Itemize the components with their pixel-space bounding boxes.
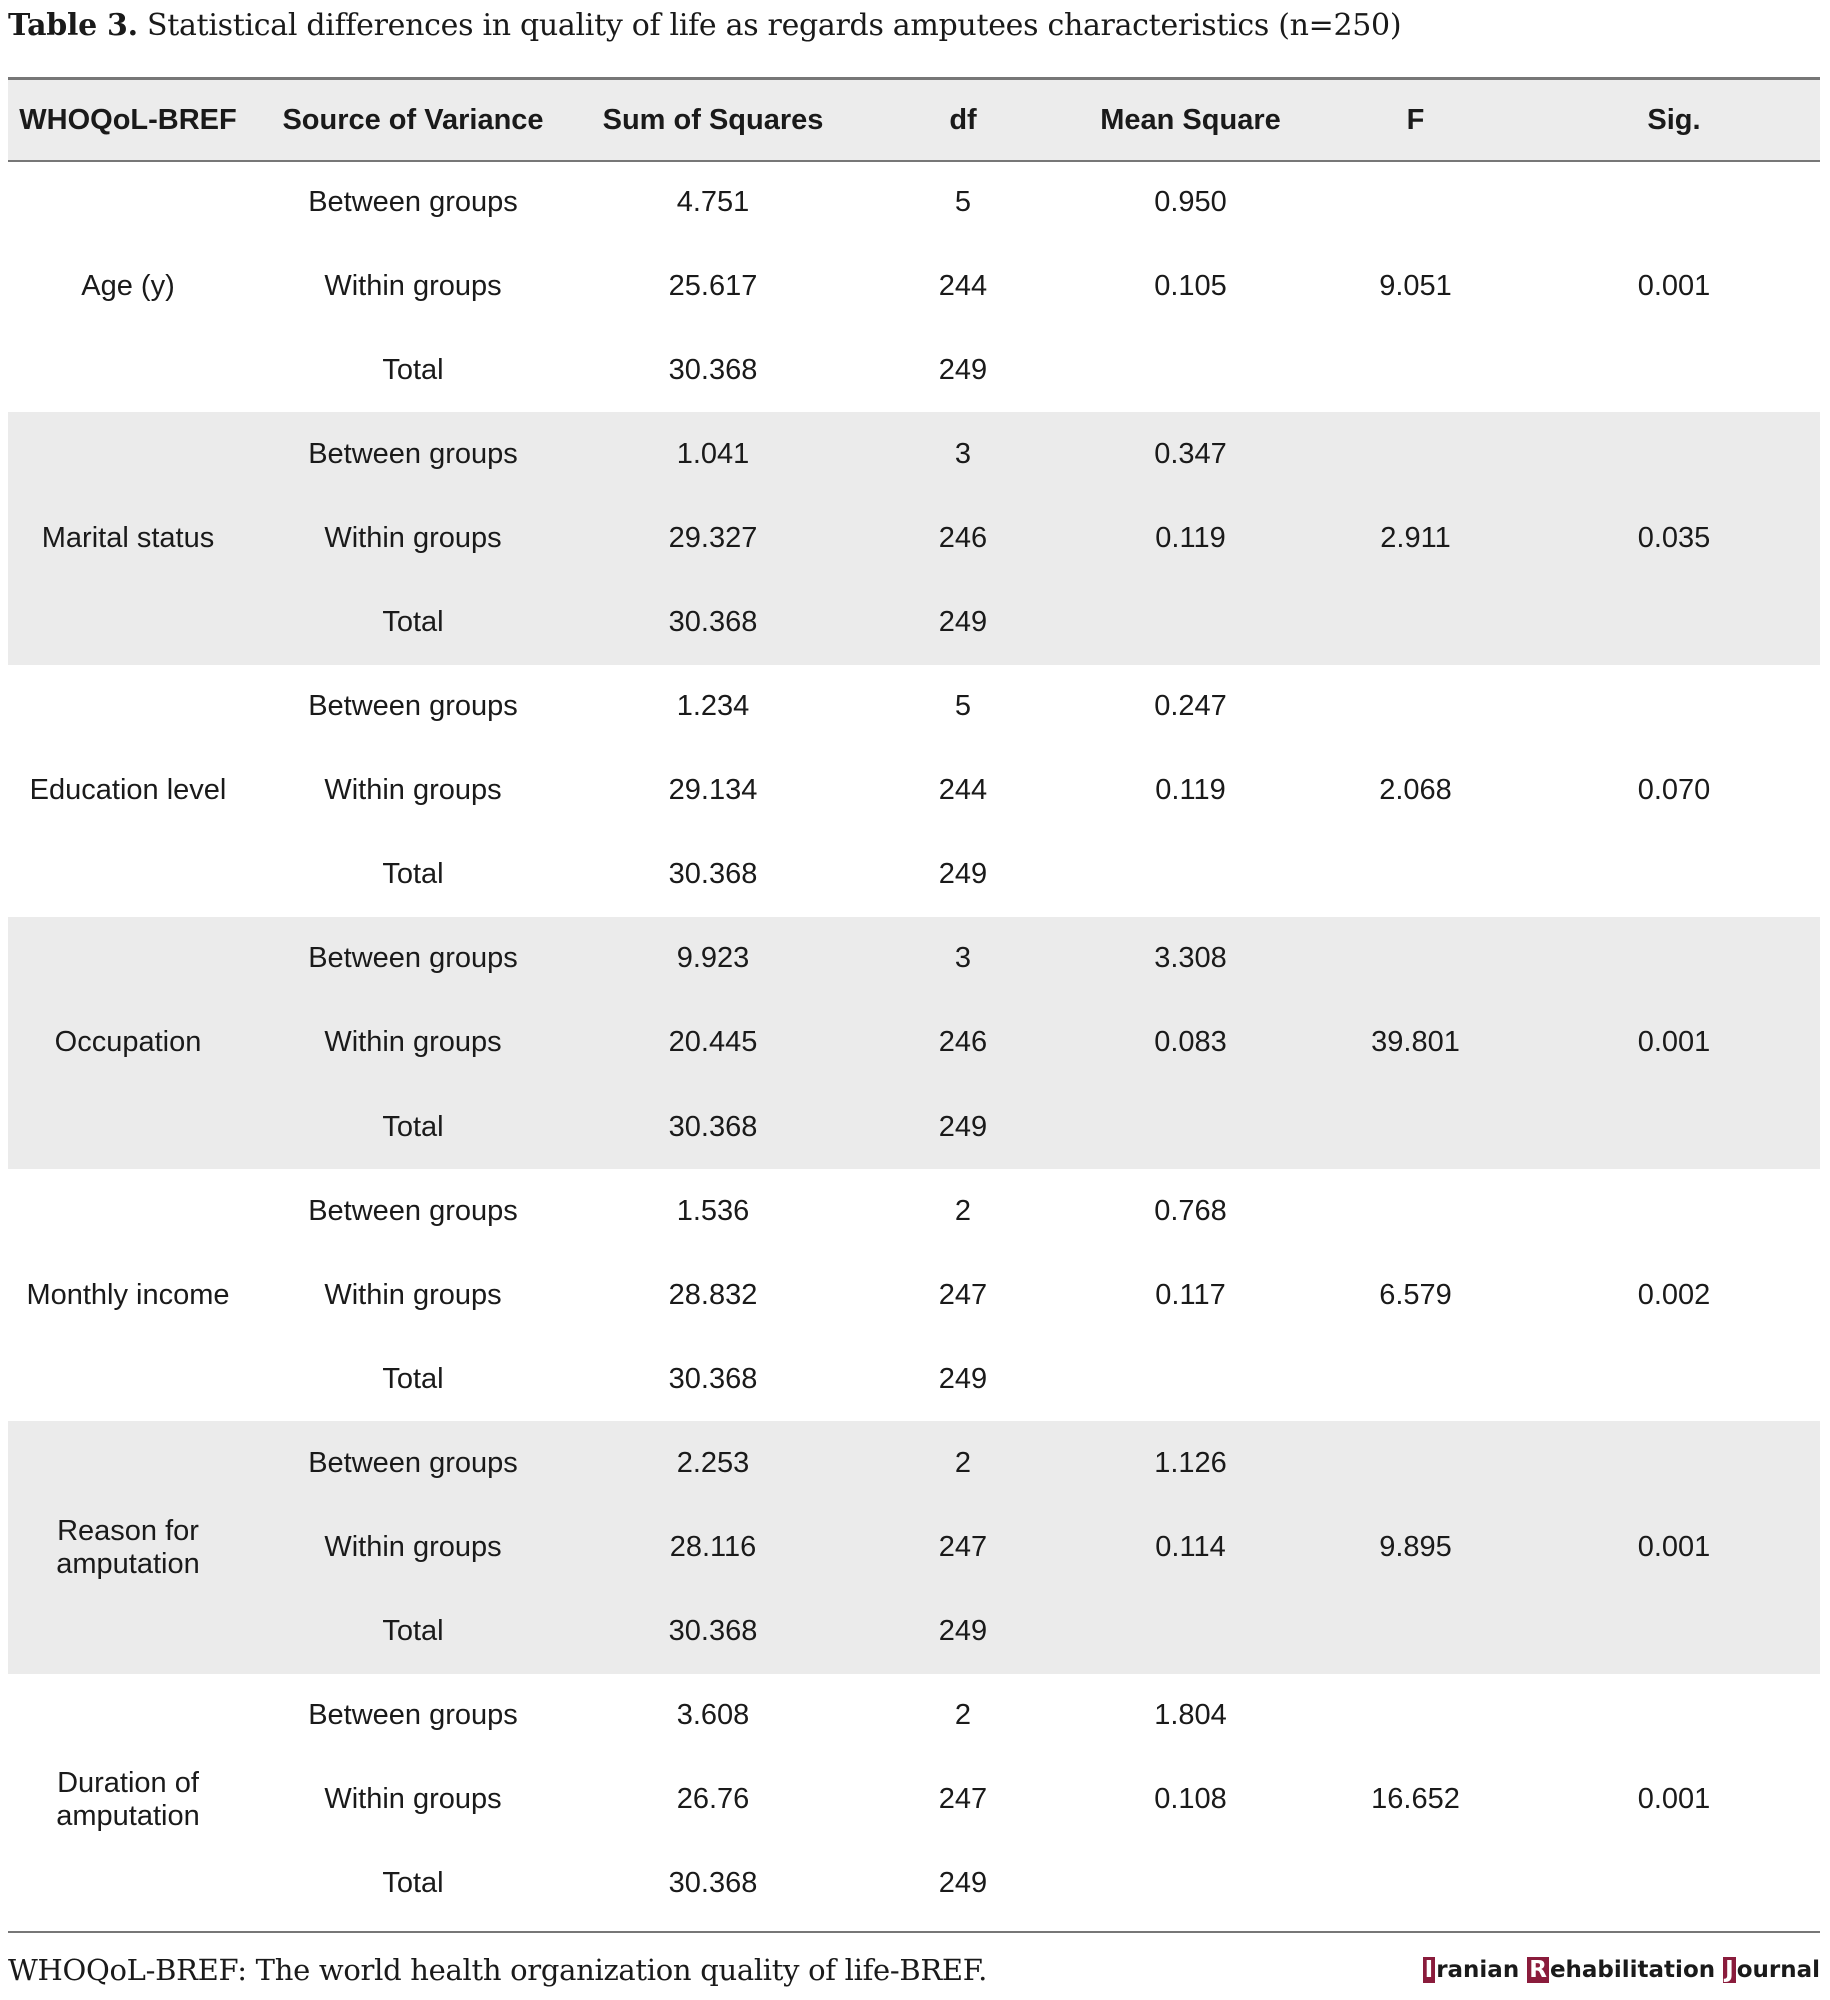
mean-square-cell: 0.950 <box>1078 160 1303 244</box>
f-value-cell: 39.801 <box>1303 917 1528 1169</box>
group-name-cell: Education level <box>8 665 248 917</box>
source-cell: Total <box>248 833 578 917</box>
mean-square-cell: 1.804 <box>1078 1674 1303 1758</box>
table-header-row <box>8 80 1820 160</box>
mean-square-cell: 0.347 <box>1078 412 1303 496</box>
source-cell: Between groups <box>248 1421 578 1505</box>
journal-logo-word-iranian <box>1423 1957 1520 1983</box>
sig-value-cell: 0.001 <box>1528 1674 1820 1926</box>
table-row <box>8 1674 1820 1758</box>
journal-logo <box>1423 1957 1820 1983</box>
anova-table <box>8 80 1820 1926</box>
mean-square-cell <box>1078 580 1303 664</box>
source-cell: Within groups <box>248 1001 578 1085</box>
sig-value-cell: 0.001 <box>1528 160 1820 412</box>
sum-of-squares-cell: 29.327 <box>578 496 848 580</box>
journal-logo-initial: R <box>1529 1957 1547 1983</box>
table-group <box>8 665 1820 917</box>
mean-square-cell: 0.247 <box>1078 665 1303 749</box>
journal-logo-word-rehabilitation <box>1527 1957 1715 1983</box>
mean-square-cell <box>1078 1590 1303 1674</box>
sum-of-squares-cell: 2.253 <box>578 1421 848 1505</box>
sum-of-squares-cell: 26.76 <box>578 1758 848 1842</box>
sum-of-squares-cell: 28.832 <box>578 1253 848 1337</box>
f-value-cell: 6.579 <box>1303 1169 1528 1421</box>
sum-of-squares-cell: 30.368 <box>578 1085 848 1169</box>
sum-of-squares-cell: 30.368 <box>578 580 848 664</box>
journal-logo-initial: J <box>1725 1957 1734 1983</box>
df-cell: 247 <box>848 1758 1078 1842</box>
table-row <box>8 412 1820 496</box>
sum-of-squares-cell: 29.134 <box>578 749 848 833</box>
df-cell: 2 <box>848 1169 1078 1253</box>
table-caption <box>8 2 1401 50</box>
sig-value-cell: 0.035 <box>1528 412 1820 664</box>
table-group <box>8 1421 1820 1673</box>
mean-square-cell: 3.308 <box>1078 917 1303 1001</box>
sum-of-squares-cell: 9.923 <box>578 917 848 1001</box>
table-caption-text: Statistical differences in quality of life as regards amputees characteristics (n=250) <box>146 8 1402 43</box>
sum-of-squares-cell: 28.116 <box>578 1506 848 1590</box>
df-cell: 246 <box>848 496 1078 580</box>
f-value-cell: 2.911 <box>1303 412 1528 664</box>
source-cell: Within groups <box>248 1506 578 1590</box>
mean-square-cell <box>1078 1337 1303 1421</box>
df-cell: 244 <box>848 244 1078 328</box>
mean-square-cell: 0.114 <box>1078 1506 1303 1590</box>
group-name-cell: Age (y) <box>8 160 248 412</box>
source-cell: Total <box>248 1085 578 1169</box>
f-value-cell: 9.051 <box>1303 160 1528 412</box>
table-group <box>8 412 1820 664</box>
column-header-sig: Sig. <box>1528 80 1820 160</box>
column-header-sum-of-squares: Sum of Squares <box>578 80 848 160</box>
mean-square-cell <box>1078 1085 1303 1169</box>
table-group <box>8 160 1820 412</box>
f-value-cell: 9.895 <box>1303 1421 1528 1673</box>
sum-of-squares-cell: 30.368 <box>578 1842 848 1926</box>
source-cell: Within groups <box>248 1758 578 1842</box>
source-cell: Between groups <box>248 1169 578 1253</box>
source-cell: Between groups <box>248 917 578 1001</box>
sig-value-cell: 0.001 <box>1528 917 1820 1169</box>
sum-of-squares-cell: 20.445 <box>578 1001 848 1085</box>
source-cell: Total <box>248 580 578 664</box>
mean-square-cell <box>1078 833 1303 917</box>
table-header-rule <box>8 160 1820 162</box>
mean-square-cell: 0.108 <box>1078 1758 1303 1842</box>
source-cell: Between groups <box>248 665 578 749</box>
df-cell: 247 <box>848 1506 1078 1590</box>
df-cell: 247 <box>848 1253 1078 1337</box>
sum-of-squares-cell: 1.041 <box>578 412 848 496</box>
df-cell: 249 <box>848 833 1078 917</box>
table-row <box>8 665 1820 749</box>
column-header-f: F <box>1303 80 1528 160</box>
mean-square-cell: 0.105 <box>1078 244 1303 328</box>
source-cell: Total <box>248 328 578 412</box>
group-name-cell: Duration of amputation <box>8 1674 248 1926</box>
table-group <box>8 1674 1820 1926</box>
sum-of-squares-cell: 30.368 <box>578 1337 848 1421</box>
sig-value-cell: 0.002 <box>1528 1169 1820 1421</box>
group-name-cell: Occupation <box>8 917 248 1169</box>
sum-of-squares-cell: 1.536 <box>578 1169 848 1253</box>
df-cell: 2 <box>848 1421 1078 1505</box>
sum-of-squares-cell: 3.608 <box>578 1674 848 1758</box>
source-cell: Within groups <box>248 496 578 580</box>
table-group <box>8 917 1820 1169</box>
df-cell: 246 <box>848 1001 1078 1085</box>
column-header-whoqol: WHOQoL-BREF <box>8 80 248 160</box>
df-cell: 249 <box>848 1590 1078 1674</box>
journal-logo-word-journal <box>1723 1957 1820 1983</box>
table-footnote: WHOQoL-BREF: The world health organization quality of life-BREF. <box>8 1953 988 1987</box>
df-cell: 2 <box>848 1674 1078 1758</box>
f-value-cell: 16.652 <box>1303 1674 1528 1926</box>
f-value-cell: 2.068 <box>1303 665 1528 917</box>
journal-logo-rest: ournal <box>1736 1957 1820 1983</box>
df-cell: 249 <box>848 580 1078 664</box>
journal-logo-rest: ehabilitation <box>1549 1957 1716 1983</box>
sum-of-squares-cell: 30.368 <box>578 328 848 412</box>
source-cell: Between groups <box>248 1674 578 1758</box>
table-row <box>8 160 1820 244</box>
sum-of-squares-cell: 1.234 <box>578 665 848 749</box>
sig-value-cell: 0.001 <box>1528 1421 1820 1673</box>
mean-square-cell: 0.119 <box>1078 496 1303 580</box>
mean-square-cell: 0.768 <box>1078 1169 1303 1253</box>
table-row <box>8 1169 1820 1253</box>
table-caption-label: Table 3. <box>8 8 138 43</box>
df-cell: 3 <box>848 412 1078 496</box>
df-cell: 249 <box>848 1337 1078 1421</box>
source-cell: Total <box>248 1842 578 1926</box>
table-row <box>8 917 1820 1001</box>
table-group <box>8 1169 1820 1421</box>
journal-logo-initial: I <box>1424 1957 1434 1983</box>
table-row <box>8 1421 1820 1505</box>
mean-square-cell: 1.126 <box>1078 1421 1303 1505</box>
mean-square-cell: 0.119 <box>1078 749 1303 833</box>
sum-of-squares-cell: 4.751 <box>578 160 848 244</box>
mean-square-cell: 0.083 <box>1078 1001 1303 1085</box>
df-cell: 3 <box>848 917 1078 1001</box>
source-cell: Within groups <box>248 244 578 328</box>
table-bottom-rule <box>8 1931 1820 1933</box>
source-cell: Between groups <box>248 160 578 244</box>
column-header-mean-square: Mean Square <box>1078 80 1303 160</box>
df-cell: 249 <box>848 1842 1078 1926</box>
df-cell: 244 <box>848 749 1078 833</box>
journal-logo-rest: ranian <box>1436 1957 1520 1983</box>
source-cell: Total <box>248 1590 578 1674</box>
sig-value-cell: 0.070 <box>1528 665 1820 917</box>
source-cell: Total <box>248 1337 578 1421</box>
column-header-df: df <box>848 80 1078 160</box>
source-cell: Within groups <box>248 1253 578 1337</box>
column-header-source: Source of Variance <box>248 80 578 160</box>
df-cell: 5 <box>848 160 1078 244</box>
df-cell: 5 <box>848 665 1078 749</box>
mean-square-cell <box>1078 1842 1303 1926</box>
source-cell: Within groups <box>248 749 578 833</box>
mean-square-cell: 0.117 <box>1078 1253 1303 1337</box>
group-name-cell: Reason for amputation <box>8 1421 248 1673</box>
group-name-cell: Monthly income <box>8 1169 248 1421</box>
mean-square-cell <box>1078 328 1303 412</box>
group-name-cell: Marital status <box>8 412 248 664</box>
sum-of-squares-cell: 30.368 <box>578 833 848 917</box>
sum-of-squares-cell: 30.368 <box>578 1590 848 1674</box>
source-cell: Between groups <box>248 412 578 496</box>
df-cell: 249 <box>848 328 1078 412</box>
df-cell: 249 <box>848 1085 1078 1169</box>
sum-of-squares-cell: 25.617 <box>578 244 848 328</box>
